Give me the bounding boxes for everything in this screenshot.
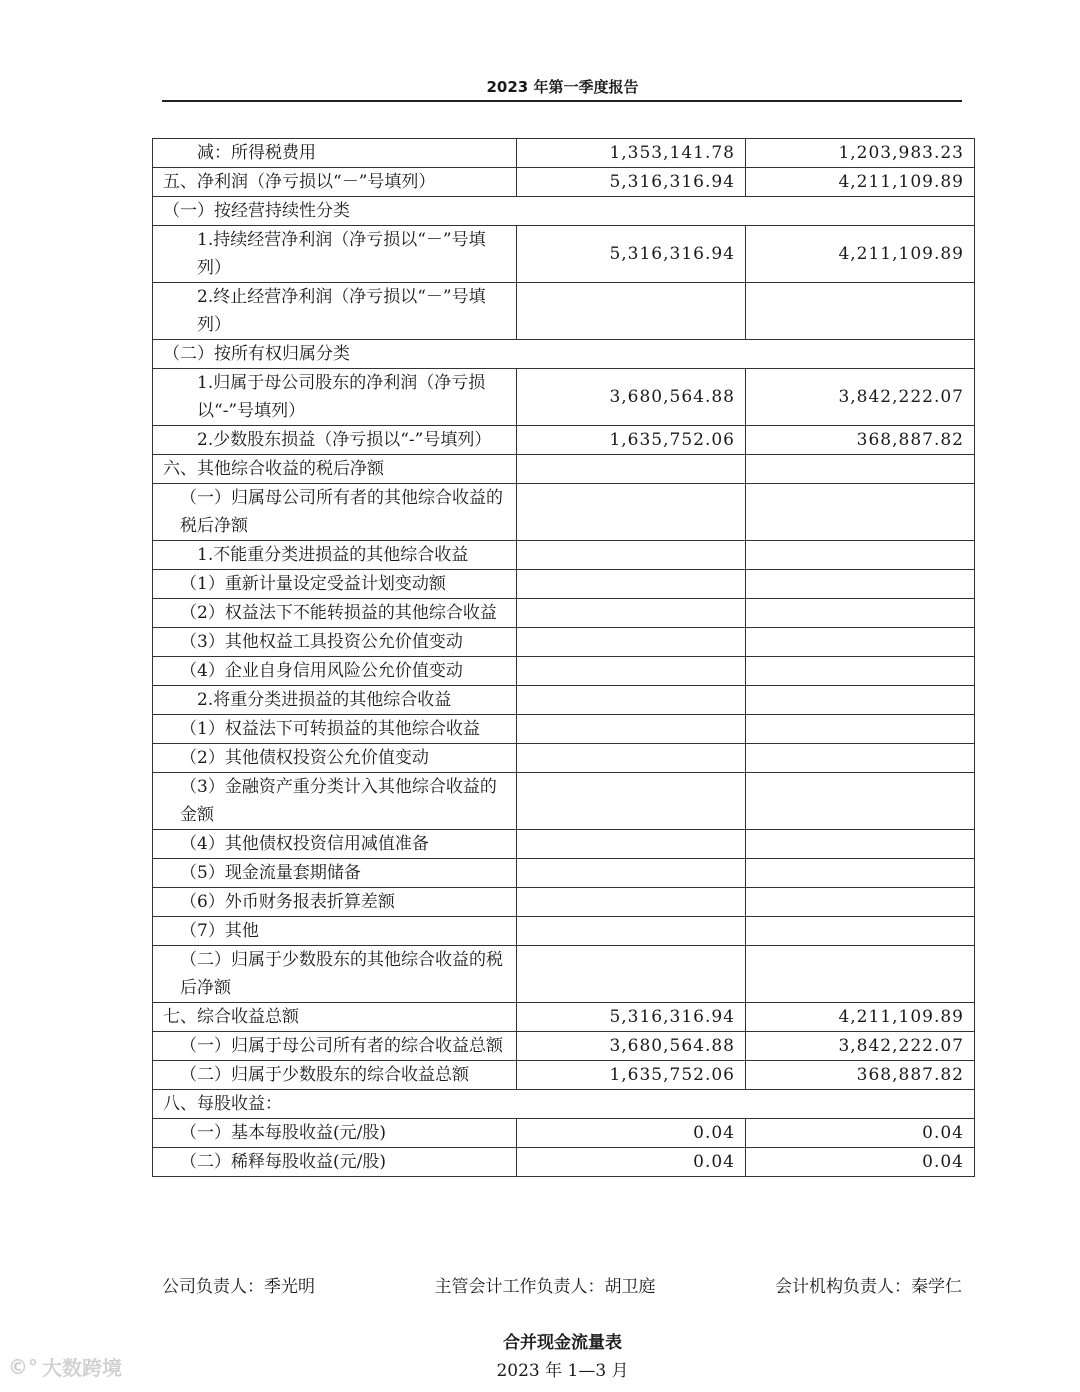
row-label: 2.将重分类进损益的其他综合收益 (153, 686, 517, 715)
current-period-value: 0.04 (517, 1119, 746, 1148)
table-row (153, 340, 975, 369)
table-row (153, 1090, 975, 1119)
current-period-value (517, 773, 746, 830)
current-period-value: 1,635,752.06 (517, 426, 746, 455)
logo-icon: ©° (8, 1354, 38, 1379)
row-label: 2.少数股东损益（净亏损以“-”号填列） (153, 426, 517, 455)
signature-line (162, 1272, 962, 1297)
income-statement-body (153, 139, 975, 1177)
prior-period-value: 4,211,109.89 (746, 168, 975, 197)
prior-period-value (746, 628, 975, 657)
table-row (153, 888, 975, 917)
prior-period-value (746, 773, 975, 830)
current-period-value (517, 917, 746, 946)
prior-period-value: 4,211,109.89 (746, 226, 975, 283)
prior-period-value: 4,211,109.89 (746, 1003, 975, 1032)
current-period-value: 5,316,316.94 (517, 168, 746, 197)
prior-period-value (746, 744, 975, 773)
current-period-value (517, 859, 746, 888)
row-label: （3）其他权益工具投资公允价值变动 (153, 628, 517, 657)
prior-period-value (746, 657, 975, 686)
table-row (153, 283, 975, 340)
row-label: 1.不能重分类进损益的其他综合收益 (153, 541, 517, 570)
prior-period-value: 1,203,983.23 (746, 139, 975, 168)
table-row (153, 830, 975, 859)
row-label: 1.归属于母公司股东的净利润（净亏损以“-”号填列） (153, 369, 517, 426)
prior-period-value (746, 859, 975, 888)
cashflow-period: 2023 年 1—3 月 (496, 1361, 629, 1381)
row-label: 五、净利润（净亏损以“－”号填列） (153, 168, 517, 197)
table-row (153, 946, 975, 1003)
table-row (153, 1148, 975, 1177)
company-head-signature: 公司负责人：季光明 (162, 1277, 315, 1297)
row-label: 八、每股收益： (153, 1090, 975, 1119)
current-period-value (517, 715, 746, 744)
header-divider (162, 100, 962, 102)
watermark-text: 大数跨境 (42, 1356, 122, 1380)
current-period-value (517, 657, 746, 686)
table-row (153, 226, 975, 283)
table-row (153, 859, 975, 888)
prior-period-value: 3,842,222.07 (746, 369, 975, 426)
accounting-org-head-signature: 会计机构负责人：秦学仁 (775, 1277, 962, 1297)
table-row (153, 1119, 975, 1148)
prior-period-value (746, 715, 975, 744)
table-row (153, 773, 975, 830)
prior-period-value (746, 888, 975, 917)
current-period-value (517, 484, 746, 541)
income-statement-table (152, 138, 975, 1177)
table-row (153, 426, 975, 455)
table-row (153, 541, 975, 570)
prior-period-value: 368,887.82 (746, 1061, 975, 1090)
current-period-value: 5,316,316.94 (517, 1003, 746, 1032)
table-row (153, 715, 975, 744)
prior-period-value: 368,887.82 (746, 426, 975, 455)
row-label: （4）企业自身信用风险公允价值变动 (153, 657, 517, 686)
current-period-value: 1,353,141.78 (517, 139, 746, 168)
prior-period-value (746, 484, 975, 541)
current-period-value (517, 946, 746, 1003)
table-row (153, 657, 975, 686)
current-period-value (517, 830, 746, 859)
table-row (153, 570, 975, 599)
current-period-value (517, 744, 746, 773)
table-row (153, 369, 975, 426)
report-header-title: 2023 年第一季度报告 (486, 78, 639, 96)
row-label: 2.终止经营净利润（净亏损以“－”号填列） (153, 283, 517, 340)
row-label: （6）外币财务报表折算差额 (153, 888, 517, 917)
table-row (153, 744, 975, 773)
row-label: （1）重新计量设定受益计划变动额 (153, 570, 517, 599)
row-label: （5）现金流量套期储备 (153, 859, 517, 888)
prior-period-value (746, 283, 975, 340)
row-label: 七、综合收益总额 (153, 1003, 517, 1032)
table-row (153, 1003, 975, 1032)
prior-period-value (746, 599, 975, 628)
prior-period-value: 0.04 (746, 1119, 975, 1148)
row-label: 减：所得税费用 (153, 139, 517, 168)
table-row (153, 484, 975, 541)
prior-period-value: 0.04 (746, 1148, 975, 1177)
current-period-value: 3,680,564.88 (517, 1032, 746, 1061)
current-period-value: 5,316,316.94 (517, 226, 746, 283)
row-label: 六、其他综合收益的税后净额 (153, 455, 517, 484)
prior-period-value (746, 946, 975, 1003)
row-label: 1.持续经营净利润（净亏损以“－”号填列） (153, 226, 517, 283)
prior-period-value (746, 455, 975, 484)
table-row (153, 917, 975, 946)
prior-period-value (746, 570, 975, 599)
row-label: （2）其他债权投资公允价值变动 (153, 744, 517, 773)
current-period-value (517, 455, 746, 484)
prior-period-value (746, 541, 975, 570)
row-label: （二）按所有权归属分类 (153, 340, 975, 369)
row-label: （4）其他债权投资信用减值准备 (153, 830, 517, 859)
watermark (8, 1352, 122, 1381)
current-period-value (517, 570, 746, 599)
row-label: （二）归属于少数股东的其他综合收益的税后净额 (153, 946, 517, 1003)
current-period-value: 1,635,752.06 (517, 1061, 746, 1090)
row-label: （一）基本每股收益(元/股) (153, 1119, 517, 1148)
current-period-value: 0.04 (517, 1148, 746, 1177)
row-label: （2）权益法下不能转损益的其他综合收益 (153, 599, 517, 628)
table-row (153, 1032, 975, 1061)
table-row (153, 139, 975, 168)
row-label: （二）稀释每股收益(元/股) (153, 1148, 517, 1177)
table-row (153, 197, 975, 226)
accounting-head-signature: 主管会计工作负责人：胡卫庭 (434, 1277, 656, 1297)
current-period-value (517, 686, 746, 715)
row-label: （1）权益法下可转损益的其他综合收益 (153, 715, 517, 744)
table-row (153, 686, 975, 715)
table-row (153, 1061, 975, 1090)
cashflow-title: 合并现金流量表 (503, 1333, 622, 1353)
table-row (153, 168, 975, 197)
current-period-value (517, 599, 746, 628)
row-label: （7）其他 (153, 917, 517, 946)
row-label: （一）按经营持续性分类 (153, 197, 975, 226)
row-label: （3）金融资产重分类计入其他综合收益的金额 (153, 773, 517, 830)
current-period-value: 3,680,564.88 (517, 369, 746, 426)
current-period-value (517, 628, 746, 657)
prior-period-value (746, 830, 975, 859)
table-row (153, 628, 975, 657)
current-period-value (517, 283, 746, 340)
prior-period-value: 3,842,222.07 (746, 1032, 975, 1061)
prior-period-value (746, 917, 975, 946)
row-label: （一）归属母公司所有者的其他综合收益的税后净额 (153, 484, 517, 541)
current-period-value (517, 541, 746, 570)
current-period-value (517, 888, 746, 917)
row-label: （一）归属于母公司所有者的综合收益总额 (153, 1032, 517, 1061)
row-label: （二）归属于少数股东的综合收益总额 (153, 1061, 517, 1090)
prior-period-value (746, 686, 975, 715)
table-row (153, 455, 975, 484)
table-row (153, 599, 975, 628)
